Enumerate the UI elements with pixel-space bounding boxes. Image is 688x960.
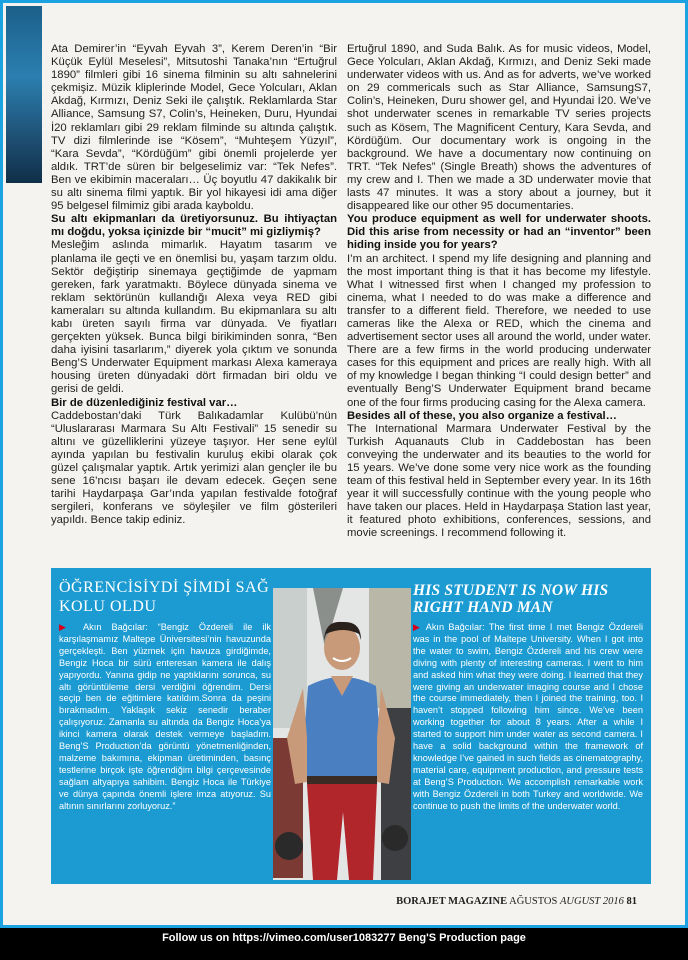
en-paragraph-1: Ertuğrul 1890, and Suda Balık. As for music videos, Model, Gece Yolcuları, Aklan Akdağ, Kırmızı, and Deniz Seki made underwater videos with us. And as for adverts, we’ve worked on 29 commericals such as Star Alliance, SamsungS7, Colin’s, Heineken, Duru shower gel, and Hyundai İ20. We’ve shot underwater scenes in remarkable TV series projects such as Kösem, The Magnificent Century, Kara Sevda, and Kördüğüm. Our documentary work is ongoing in the background. We have a documentary now continuing on TRT. “Tek Nefes” (Single Breath) shows the adventures of my crew and I. Then we made a 3D underwater movie that lasts 47 minutes. It was a story about a journey, but it disappeared like our other 95 documentaries. — [347, 43, 651, 213]
tr-question-2: Bir de düzenlediğiniz festival var… — [51, 396, 238, 409]
issue-month-english: AUGUST — [559, 896, 601, 907]
sidebar-body-english: Akın Bağcılar: The first time I met Bengiz Özdereli was in the pool of Maltepe University. When I got into the water to swim, Bengiz Özdereli and his crew were diving with plenty of interesting cameras. I went to him and asked him what they were doing. I learned that they were giving an underwater imaging course and I chose the course immediately, then I joined the training, too. I haven’t stopped following him since. We’ve been working together for about 8 years. After a while I started to support him under water as second camera. I have a solid background within the framework of knowledge I’ve gained in such fields as cinematography, material care, equipment production, and pressure tests at Beng’S Production. We accomplish remarkable work with Bengiz Özdereli in both Turkey and worldwide. We continue to push the limits of the underwater world. — [413, 622, 643, 811]
sidebar-box — [51, 568, 651, 884]
tr-question-1: Su altı ekipmanları da üretiyorsunuz. Bu ihtiyaçtan mı doğdu, yoksa içinizde bir “mucit” mi gizliymiş? — [51, 213, 337, 239]
en-paragraph-2: I’m an architect. I spend my life designing and planning and the most important thing is that it has become my lifestyle. What I witnessed first when I changed my profession to cinema, what I needed to do was make a difference and transfer to a different field. Therefore, we needed to use cameras like the Alexa or RED, which the cinema and advertisement sector uses all around the world, under water. There are a few firms in the world producing underwater cases for this equipment and prices are really high. With all of my knowledge I began thinking “I could design better” and eventually Beng’S Underwater Equipment brand became one of the four firms producing casing for the Alexa camera. — [347, 252, 651, 409]
magazine-footer — [396, 896, 637, 907]
sidebar-text-english — [413, 622, 643, 813]
follow-link-caption[interactable]: Follow us on https://vimeo.com/user1083277 Beng'S Production page — [162, 932, 526, 944]
sidebar-text-turkish — [59, 622, 271, 813]
tr-paragraph-2: Mesleğim aslında mimarlık. Hayatım tasarım ve planlama ile geçti ve en önemlisi bu, yaşam tarzım oldu. Sektör değiştirip sinemaya geçtiğimde de yapmam gereken, fark yaratmaktı. Böylece dünyada sinema ve reklam sektörünün kullandığı Alexa veya RED gibi kameraları su altında kullandım. Bu ekipmanlara su altı kabı üreten sayılı firma var dünyada. Ve fiyatları gerçekten yüksek. Bunca bilgi birikiminden sonra, “Ben daha iyisini tasarlarım,” diyerek yola çıktım ve sonunda Beng’S Underwater Equipment markası Alexa kameraya housing üreten dünyadaki dört firmadan biri oldu ve gerisi de geldi. — [51, 239, 337, 396]
bullet-icon: ▶ — [59, 622, 74, 632]
en-question-1: You produce equipment as well for underwater shoots. Did this arise from necessity or had an “inventor” been hiding inside you for years? — [347, 213, 651, 252]
en-paragraph-3: The International Marmara Underwater Festival by the Turkish Aquanauts Club in Caddebostan has been conveying the underwater and its beauties to the world for 15 years. We’ve done some very nice work as the founding team of this festival held in September every year. In its 16th year it will successfully continue with the young people who have taken our places. Held in Haydarpaşa Station last year, it featured photo exhibitions, conferences, sessions, and movie screenings. I recommend following it. — [347, 422, 651, 540]
sidebar-title-english: HIS STUDENT IS NOW HIS RIGHT HAND MAN — [413, 582, 609, 616]
portrait-illustration — [273, 588, 411, 880]
sidebar-body-turkish: Akın Bağcılar: “Bengiz Özdereli ile ilk karşılaşmamız Maltepe Üniversitesi’nin havuzunda gerçekleşti. Ben yüzmek için havuza girdiğimde, Bengiz Hoca bir sürü enteresan kamera ile dalış yapıyordu. Yanına gidip ne yaptıklarını sorunca, su altı görüntüleme dersi verdiğini öğrendim. Dersi seçip ben de eğitimlere katıldım.Sonra da peşini bırakmadım. Yaklaşık sekiz senedir beraber çalışıyoruz. Zamanla su altında da Bengiz Hoca’ya ikinci kamera olarak destek vermeye başladım. Beng’S Production’da görüntü yönetmenliğinden, malzeme bakımına, ekipman üretiminden, basınç testlerine birçok işte öğrendiğim bilgi çerçevesinde sağlam altyapıya sahibim. Bengiz Hoca ile Türkiye ve dünya çapında önemli işlere imza atıyoruz. Su altının sınırlarını zorluyoruz.” — [59, 622, 271, 811]
sidebar-title-turkish: ÖĞRENCİSİYDİ ŞİMDİ SAĞ KOLU OLDU — [59, 579, 270, 615]
edge-photo-strip — [6, 6, 42, 183]
tr-paragraph-1: Ata Demirer’in “Eyvah Eyvah 3”, Kerem Deren’in “Bir Küçük Eylül Meselesi”, Mitsutoshi Tanaka’nın “Ertuğrul 1890” filmleri gibi 16 sinema filminin su altı sahnelerini çekmişiz. Müzik kliplerinde Model, Gece Yolcuları, Aklan Akdağ, Kırmızı, Deniz Seki ile çalıştık. Reklamlarda Star Alliance, Samsung S7, Colin’s, Heineken, Duru, Hyundai İ20 reklamları gibi 29 reklam filminde su altında çalıştık. TV dizi filmlerinde ise “Kösem”, “Muhteşem Yüzyıl”, “Kara Sevda”, “Kördüğüm” gibi önemli projelerde yer aldık. TRT’de süren bir belgeselimiz var: “Tek Nefes”. Ben ve ekibimin maceraları… Üç boyutlu 47 dakikalık bir su altı sinema filmi yaptık. Bir yol hikayesi idi ama diğer 95 belgesel filmimiz gibi arada kayboldu. — [51, 43, 337, 213]
bullet-icon: ▶ — [413, 622, 422, 632]
page-number: 81 — [626, 896, 637, 907]
article-column-english — [347, 43, 651, 541]
portrait-photo — [273, 588, 411, 880]
en-question-2: Besides all of these, you also organize a festival… — [347, 409, 617, 422]
sidebar-turkish — [59, 576, 271, 876]
issue-year: 2016 — [602, 896, 624, 907]
magazine-name: BORAJET MAGAZINE — [396, 896, 508, 907]
tr-paragraph-3: Caddebostan’daki Türk Balıkadamlar Kulübü’nün “Uluslararası Marmara Su Altı Festivali” 15 senedir su altını ve güzelliklerini yüzeye taşıyor. Her sene eylül ayında yapılan bu festivalin kuruluş ekibi olarak çok güzel çalışmalar yaptık. Artık yerimizi alan gençler ile bu sene 16’ncısı başarı ile devam edecek. Geçen sene tarihi Haydarpaşa Gar’ında yapılan festivalde fotoğraf sergileri, konferans ve söyleşiler ve film gösterileri yapıldı. Bence takip ediniz. — [51, 409, 337, 527]
article-column-turkish — [51, 43, 337, 527]
issue-month: AĞUSTOS — [509, 896, 558, 907]
sidebar-english — [413, 576, 643, 876]
